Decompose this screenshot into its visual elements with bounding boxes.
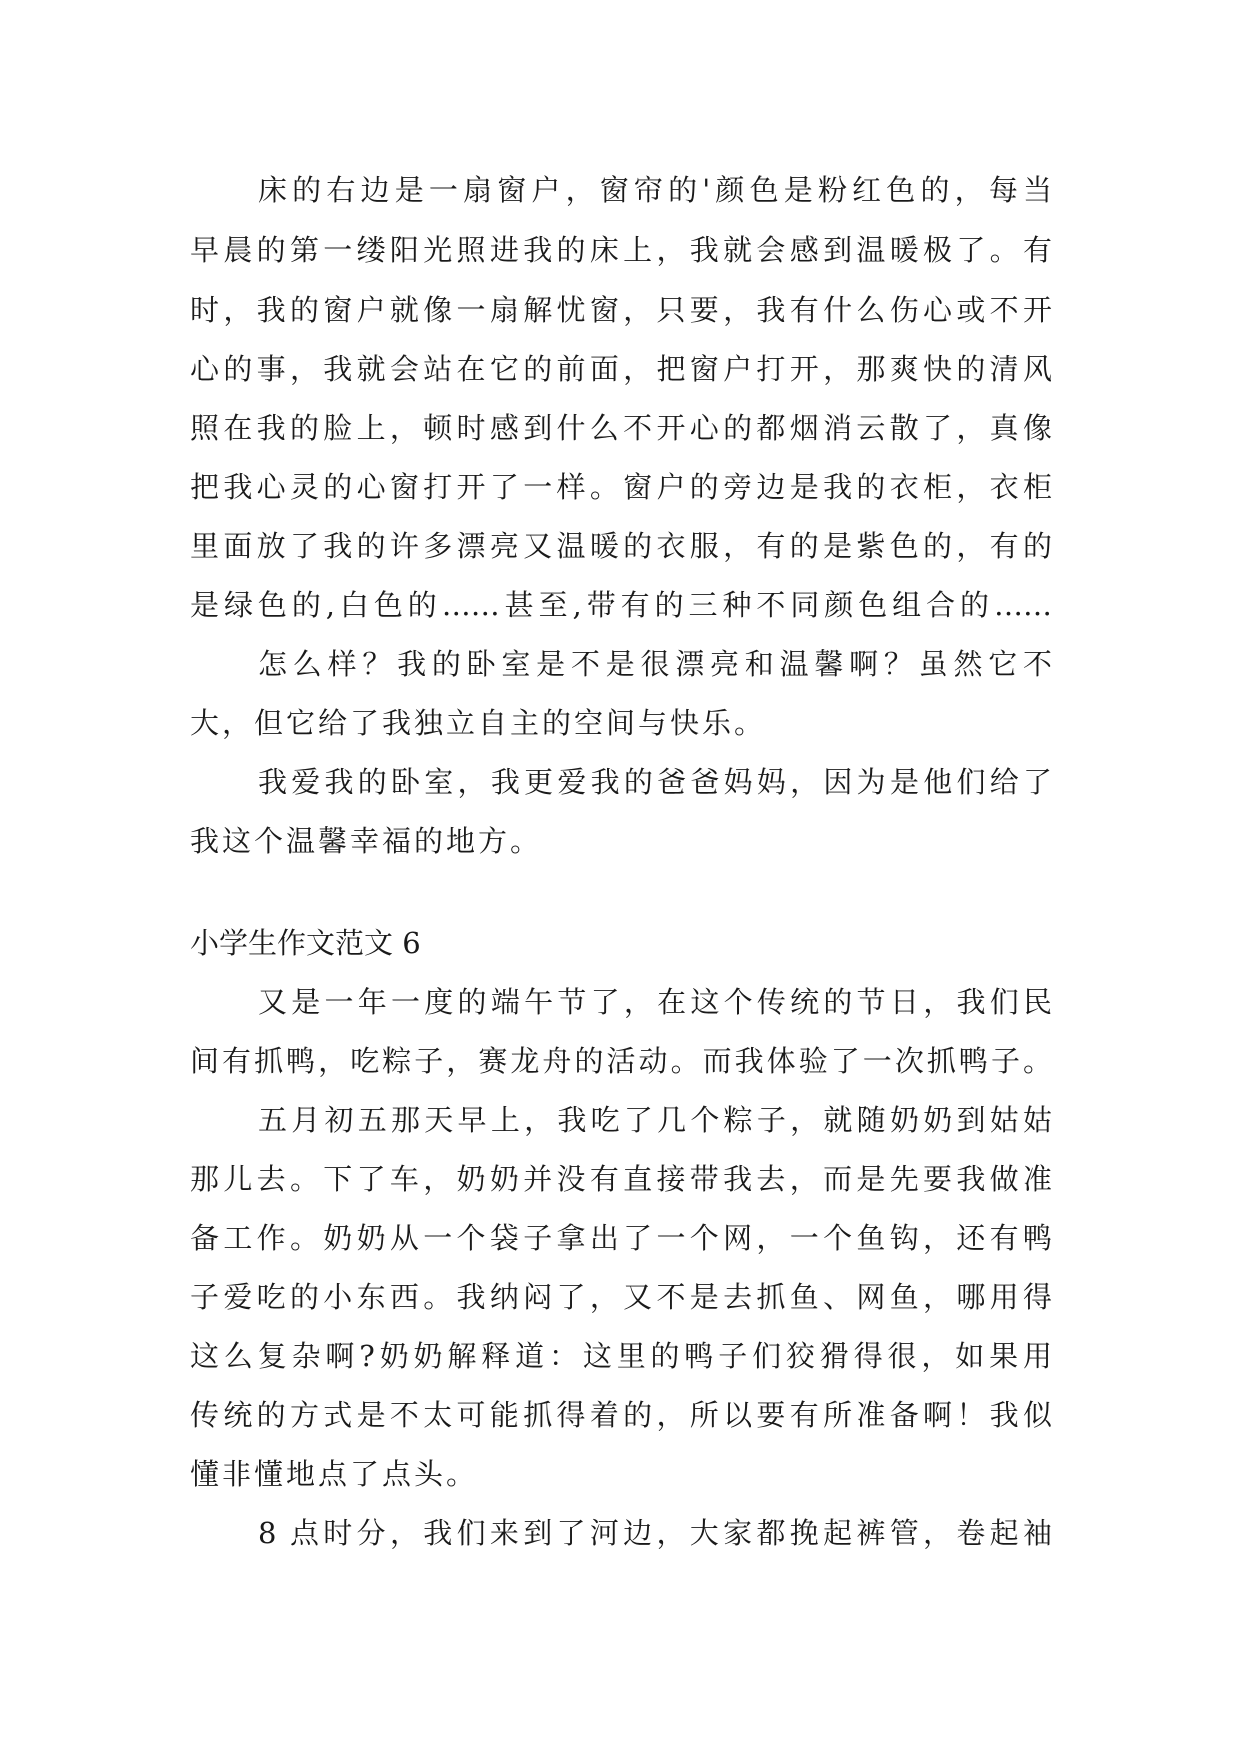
paragraph-line: 里面放了我的许多漂亮又温暖的衣服，有的是紫色的，有的 xyxy=(190,529,1052,563)
paragraph-line: 是绿色的,白色的……甚至,带有的三种不同颜色组合的…… xyxy=(190,588,1052,622)
paragraph-line: 又是一年一度的端午节了，在这个传统的节日，我们民 xyxy=(258,985,1052,1019)
paragraph-line: 怎么样？我的卧室是不是很漂亮和温馨啊？虽然它不 xyxy=(258,647,1052,681)
paragraph-line: 时，我的窗户就像一扇解忧窗，只要，我有什么伤心或不开 xyxy=(190,293,1052,327)
paragraph-line: 传统的方式是不太可能抓得着的，所以要有所准备啊！我似 xyxy=(190,1398,1052,1432)
paragraph-line: 照在我的脸上，顿时感到什么不开心的都烟消云散了，真像 xyxy=(190,411,1052,445)
paragraph-line: 懂非懂地点了点头。 xyxy=(190,1457,479,1491)
paragraph-line: 早晨的第一缕阳光照进我的床上，我就会感到温暖极了。有 xyxy=(190,233,1052,267)
paragraph-line: 8 点时分，我们来到了河边，大家都挽起裤管，卷起袖 xyxy=(258,1516,1052,1550)
paragraph-line: 五月初五那天早上，我吃了几个粽子，就随奶奶到姑姑 xyxy=(258,1103,1052,1137)
paragraph-line: 子爱吃的小东西。我纳闷了，又不是去抓鱼、网鱼，哪用得 xyxy=(190,1280,1052,1314)
section-heading: 小学生作文范文 6 xyxy=(190,926,421,960)
paragraph-line: 把我心灵的心窗打开了一样。窗户的旁边是我的衣柜，衣柜 xyxy=(190,470,1052,504)
paragraph-line: 那儿去。下了车，奶奶并没有直接带我去，而是先要我做准 xyxy=(190,1162,1052,1196)
paragraph-line: 心的事，我就会站在它的前面，把窗户打开，那爽快的清风 xyxy=(190,352,1052,386)
paragraph-line: 大，但它给了我独立自主的空间与快乐。 xyxy=(190,706,767,740)
paragraph-line: 我爱我的卧室，我更爱我的爸爸妈妈，因为是他们给了 xyxy=(258,765,1052,799)
paragraph-line: 备工作。奶奶从一个袋子拿出了一个网，一个鱼钩，还有鸭 xyxy=(190,1221,1052,1255)
paragraph-line: 我这个温馨幸福的地方。 xyxy=(190,824,543,858)
paragraph-line: 这么复杂啊?奶奶解释道：这里的鸭子们狡猾得很，如果用 xyxy=(190,1339,1052,1373)
paragraph-line: 间有抓鸭，吃粽子，赛龙舟的活动。而我体验了一次抓鸭子。 xyxy=(190,1044,1052,1078)
paragraph-line: 床的右边是一扇窗户，窗帘的'颜色是粉红色的，每当 xyxy=(258,173,1052,207)
